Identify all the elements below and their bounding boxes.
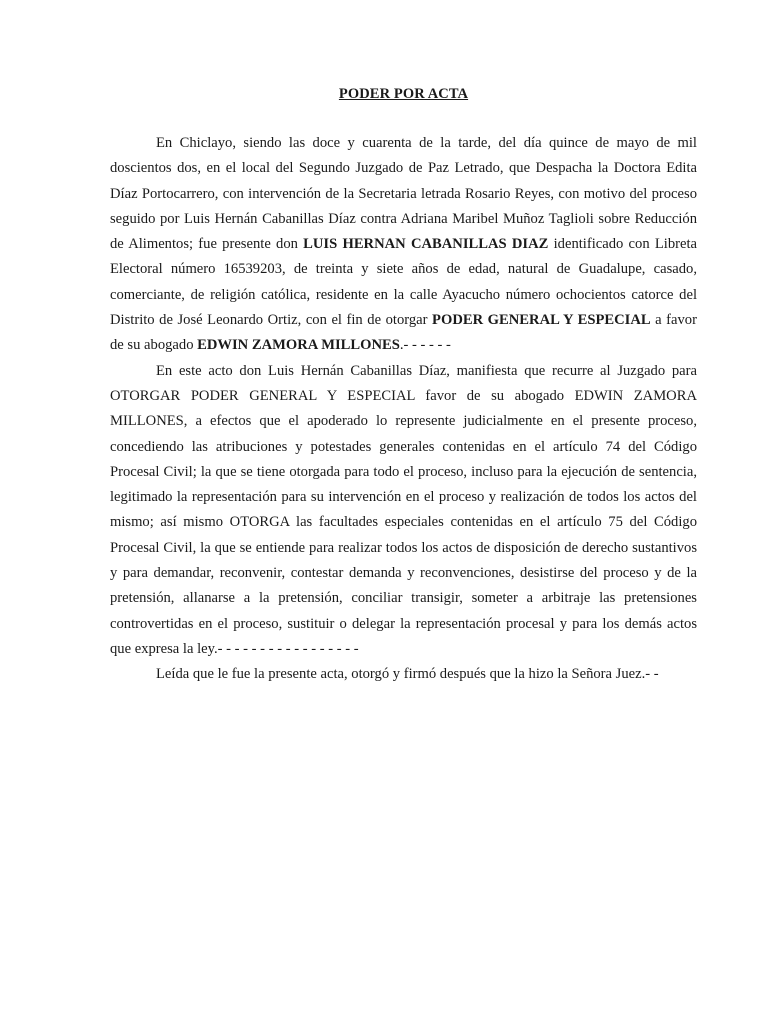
lawyer-name: EDWIN ZAMORA MILLONES: [197, 337, 400, 354]
paragraph-opening-text-2: identificado con Libreta Electoral número 16539203, de treinta y siete años de edad, natural de Guadalupe, casado, comerciante, de religión católica, residente en la calle Ayacucho número ochocientos catorce del Distrito de José Leonardo Ortiz, con el fin de otorgar: [110, 236, 697, 329]
paragraph-closing: Leída que le fue la presente acta, otorgó y firmó después que la hizo la Señora Juez.- -: [156, 666, 659, 683]
paragraph-opening-text-4: .- - - - - -: [399, 337, 451, 354]
grantor-name: LUIS HERNAN CABANILLAS DIAZ: [303, 236, 549, 253]
paragraph-opening-text-3: a favor de su abogado: [110, 312, 697, 354]
paragraph-opening-text-1: En Chiclayo, siendo las doce y cuarenta de la tarde, del día quince de mayo de mil doscientos dos, en el local del Segundo Juzgado de Paz Letrado, que Despacha la Doctora Edita Díaz Portocarrero, con intervención de la Secretaria letrada Rosario Reyes, con motivo del proceso seguido por Luis Hernán Cabanillas Díaz contra Adriana Maribel Muñoz Taglioli sobre Reducción de Alimentos; fue presente don: [110, 135, 697, 253]
paragraph-opening: [110, 131, 697, 359]
document-body: [110, 131, 697, 688]
paragraph-grant: En este acto don Luis Hernán Cabanillas Díaz, manifiesta que recurre al Juzgado para OTORGAR PODER GENERAL Y ESPECIAL favor de su abogado EDWIN ZAMORA MILLONES, a efectos que el apoderado lo represente judicialmente en el presente proceso, concediendo las atribuciones y potestades generales contenidas en el artículo 74 del Código Procesal Civil; la que se tiene otorgada para todo el proceso, incluso para la ejecución de sentencia, legitimado la representación para su intervención en el proceso y realización de todos los actos del mismo; así mismo OTORGA las facultades especiales contenidas en el artículo 75 del Código Procesal Civil, la que se entiende para realizar todos los actos de disposición de derecho sustantivos y para demandar, reconvenir, contestar demanda y reconvenciones, desistirse del proceso y de la pretensión, allanarse a la pretensión, conciliar transigir, someter a arbitraje las pretensiones controvertidas en el proceso, sustituir o delegar la representación procesal y para los demás actos que expresa la ley.- - - - - - - - - - - - - - - - -: [110, 362, 697, 657]
document-title: PODER POR ACTA: [338, 86, 469, 102]
power-type: PODER GENERAL Y ESPECIAL: [432, 312, 651, 329]
